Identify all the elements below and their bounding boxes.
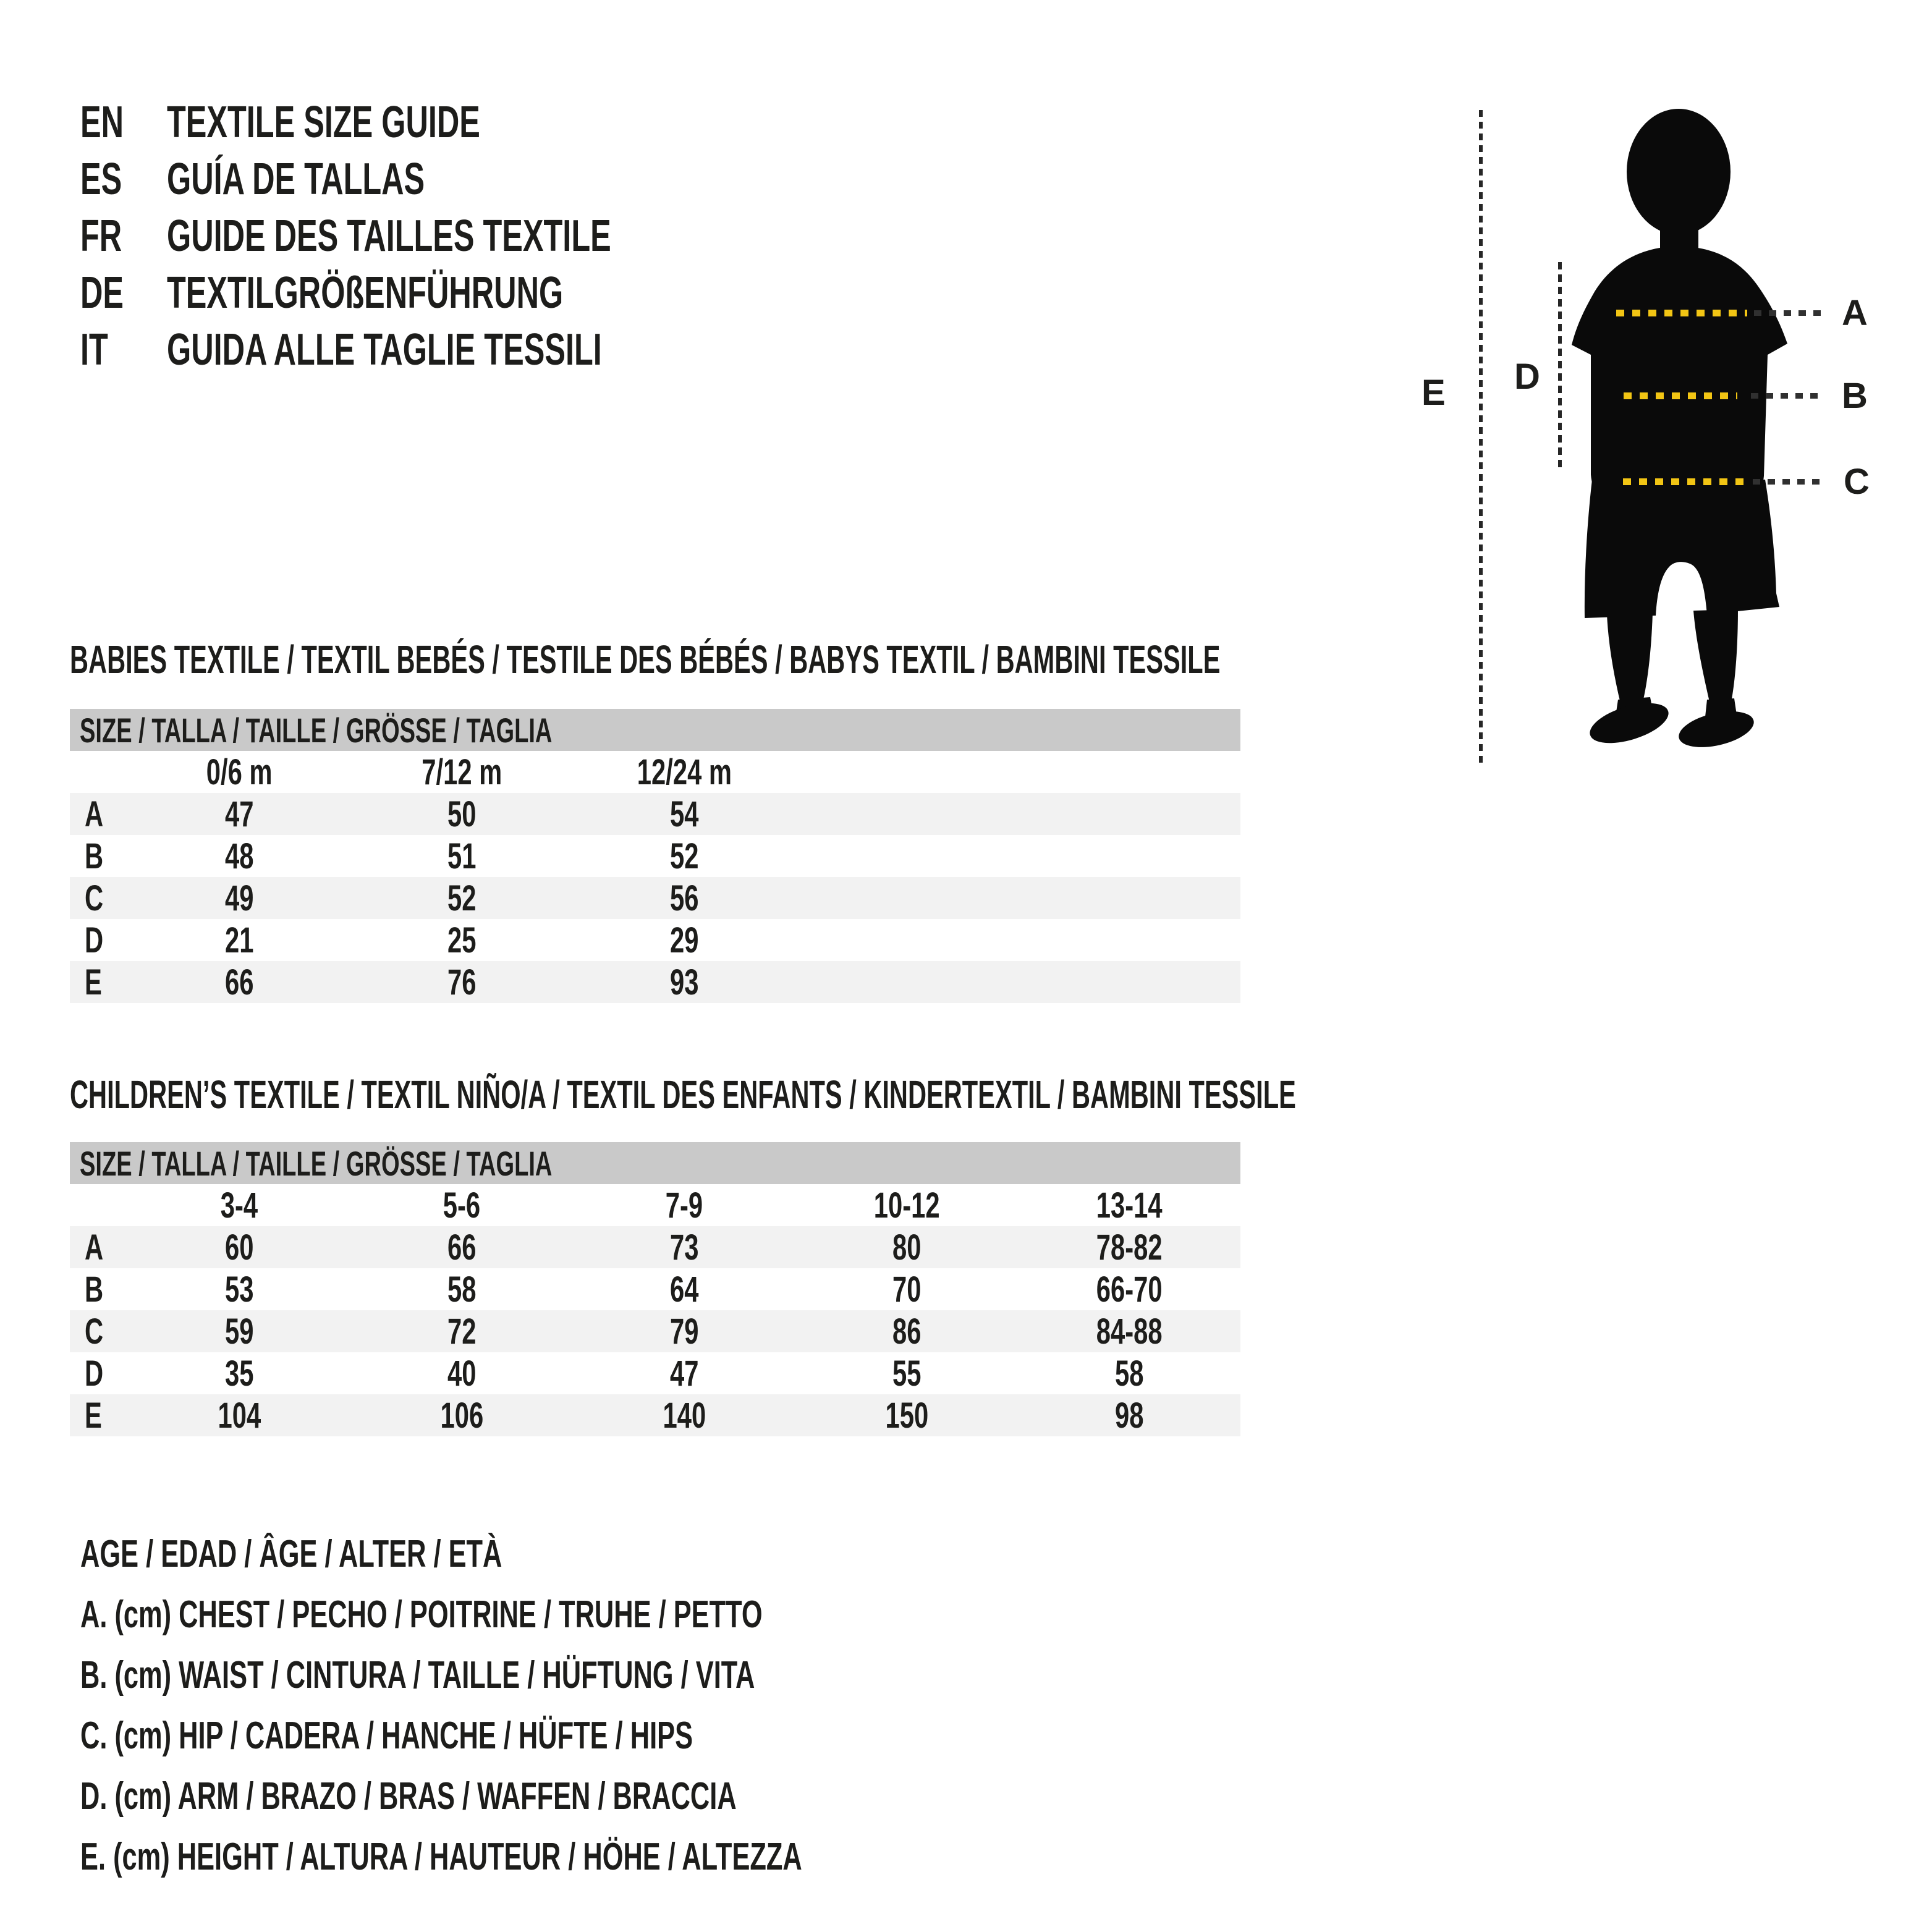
legend-arm: D. (cm) ARM / BRAZO / BRAS / WAFFEN / BRACCIA [80,1775,737,1818]
children-section-heading: CHILDREN’S TEXTILE / TEXTIL NIÑO/A / TEXTIL DES ENFANTS / KINDERTEXTIL / BAMBINI TESSILE [70,1072,1296,1117]
table-row: E 66 76 93 [70,961,1240,1003]
table-row: D 35 40 47 55 58 [85,1353,1144,1394]
table-row: D 21 25 29 [85,920,699,960]
legend-hip: C. (cm) HIP / CADERA / HANCHE / HÜFTE / HIPS [80,1714,693,1757]
children-size-table [70,1142,1240,1436]
hip-line-dark [1753,479,1821,485]
lang-row-en [80,94,1069,151]
lang-row-de [80,265,1069,321]
chest-line-yellow [1616,310,1747,316]
table-row: A 60 66 73 80 78-82 [70,1226,1240,1268]
chest-line-dark [1754,310,1823,316]
children-col-2: 7-9 [665,1185,703,1226]
legend-chest: A. (cm) CHEST / PECHO / POITRINE / TRUHE / PETTO [80,1593,763,1636]
lang-code-en: EN [80,98,124,147]
legend-age: AGE / EDAD / ÂGE / ALTER / ETÀ [80,1533,502,1575]
table-row: B 53 58 64 70 66-70 [85,1269,1163,1310]
lang-code-de: DE [80,268,124,318]
marker-label-b: B [1842,376,1868,416]
measurement-legend [80,1524,1111,1888]
lang-row-es [80,151,1069,208]
marker-label-e: E [1421,373,1446,413]
lang-code-it: IT [80,325,108,375]
table-row: C 49 52 56 [70,877,1240,919]
lang-row-it [80,321,1069,378]
babies-size-table [70,709,1240,1003]
lang-row-fr [80,208,1069,265]
marker-label-a: A [1842,293,1868,333]
language-title-block [80,94,1069,378]
marker-label-c: C [1844,462,1870,502]
marker-label-d: D [1514,357,1540,397]
lang-title-fr: GUIDE DES TAILLES TEXTILE [167,211,611,261]
lang-code-es: ES [80,155,122,204]
lang-title-de: TEXTILGRÖßENFÜHRUNG [167,268,564,318]
babies-section-heading: BABIES TEXTILE / TEXTIL BEBÉS / TESTILE DES BÉBÉS / BABYS TEXTIL / BAMBINI TESSILE [70,637,1221,682]
children-col-0: 3-4 [220,1185,258,1226]
babies-col-0: 0/6 m [206,752,273,792]
table-row: B 48 51 52 [85,836,699,876]
children-column-header-row [70,1184,1240,1226]
legend-waist: B. (cm) WAIST / CINTURA / TAILLE / HÜFTUNG / VITA [80,1654,755,1697]
waist-line-dark [1751,393,1821,399]
children-col-1: 5-6 [443,1185,481,1226]
table-row: A 47 50 54 [70,793,1240,835]
children-size-header-bar: SIZE / TALLA / TAILLE / GRÖSSE / TAGLIA [70,1142,1240,1184]
waist-line-yellow [1624,392,1737,399]
legend-height: E. (cm) HEIGHT / ALTURA / HAUTEUR / HÖHE / ALTEZZA [80,1836,802,1878]
babies-size-header-bar: SIZE / TALLA / TAILLE / GRÖSSE / TAGLIA [70,709,1240,751]
hip-line-yellow [1623,478,1745,485]
lang-title-es: GUÍA DE TALLAS [167,155,425,204]
lang-title-en: TEXTILE SIZE GUIDE [167,98,480,147]
children-col-4: 13-14 [1096,1185,1163,1226]
table-row: C 59 72 79 86 84-88 [70,1310,1240,1352]
table-row: E 104 106 140 150 98 [70,1394,1240,1436]
babies-col-2: 12/24 m [637,752,732,792]
arm-measure-line-d [1558,262,1562,471]
lang-title-it: GUIDA ALLE TAGLIE TESSILI [167,325,602,375]
lang-code-fr: FR [80,211,122,261]
babies-col-1: 7/12 m [421,752,502,792]
children-col-3: 10-12 [873,1185,940,1226]
babies-column-header-row [70,751,1240,793]
